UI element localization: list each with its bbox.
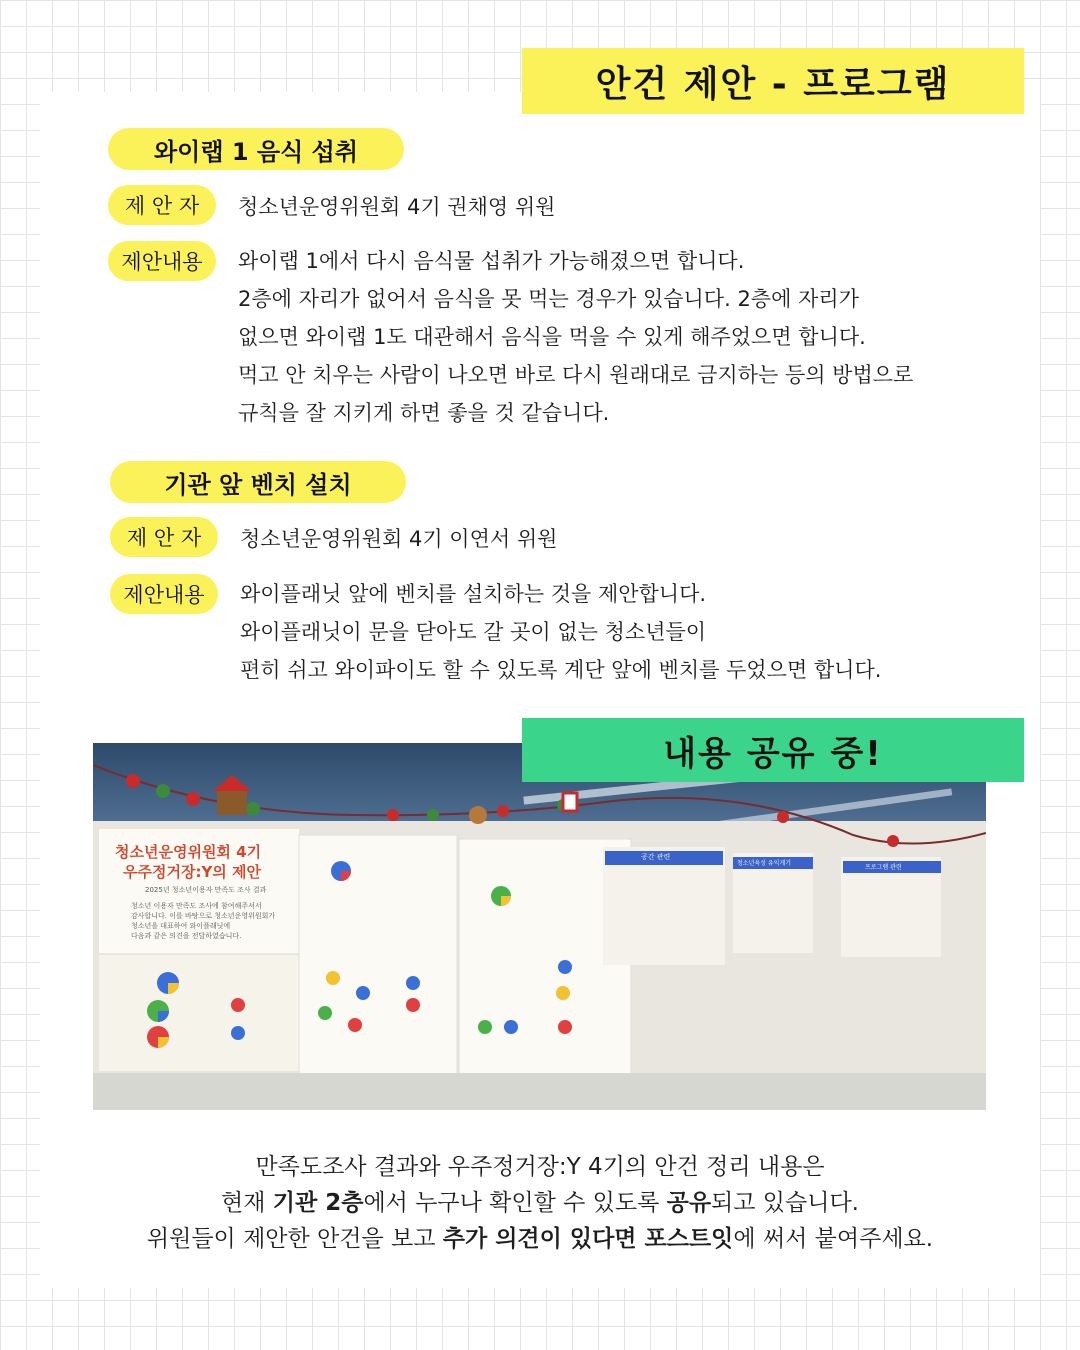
content-line: 없으면 와이랩 1도 대관해서 음식을 먹을 수 있게 해주었으면 합니다.	[238, 325, 866, 349]
board-subtitle: 2025년 청소년이용자 만족도 조사 결과	[145, 886, 267, 894]
proposer-name: 청소년운영위원회 4기 권채영 위원	[238, 195, 556, 219]
footer-text: 에 써서 붙여주세요.	[733, 1226, 934, 1252]
footer-text: 되고 있습니다.	[711, 1190, 859, 1216]
board-body-line: 감사합니다. 이를 바탕으로 청소년운영위원회가	[131, 912, 276, 920]
footer-line3	[0, 1220, 1080, 1253]
content-line: 와이플래닛 앞에 벤치를 설치하는 것을 제안합니다.	[240, 582, 707, 606]
bulletin-board-photo	[93, 743, 986, 1110]
footer-line1: 만족도조사 결과와 우주정거장:Y 4기의 안건 정리 내용은	[255, 1154, 825, 1180]
card-header: 청소년육성 유익게기	[737, 860, 792, 867]
footer-text: 현재	[221, 1190, 273, 1216]
content-line: 먹고 안 치우는 사람이 나오면 바로 다시 원래대로 금지하는 등의 방법으로	[238, 363, 914, 387]
proposer-name: 청소년운영위원회 4기 이연서 위원	[240, 527, 558, 551]
board-body-line: 청소년을 대표하여 와이플래닛에	[131, 922, 231, 930]
board-title-line1: 청소년운영위원회 4기	[115, 843, 262, 861]
content-line: 규칙을 잘 지키게 하면 좋을 것 같습니다.	[238, 401, 610, 425]
section-title-food: 와이랩 1 음식 섭취	[108, 128, 404, 170]
footer-highlight: 추가 의견이 있다면 포스트잇	[442, 1226, 734, 1252]
page-title-banner: 안건 제안 - 프로그램	[522, 48, 1024, 114]
section-title-bench: 기관 앞 벤치 설치	[110, 461, 406, 503]
content-line: 편히 쉬고 와이파이도 할 수 있도록 계단 앞에 벤치를 두었으면 합니다.	[240, 658, 882, 682]
footer-highlight: 기관 2층	[272, 1190, 364, 1216]
card-header: 프로그램 관련	[865, 864, 902, 871]
content-label: 제안내용	[110, 574, 218, 614]
proposer-label: 제 안 자	[108, 185, 216, 225]
board-body-line: 다음과 같은 의견을 전달하였습니다.	[131, 932, 242, 940]
content-line: 와이랩 1에서 다시 음식물 섭취가 가능해졌으면 합니다.	[238, 249, 745, 273]
content-line: 와이플래닛이 문을 닫아도 갈 곳이 없는 청소년들이	[240, 620, 707, 644]
board-title-line2: 우주정거장:Y의 제안	[123, 863, 262, 881]
content-label: 제안내용	[108, 241, 216, 281]
sharing-banner: 내용 공유 중!	[522, 718, 1024, 782]
proposer-label: 제 안 자	[110, 517, 218, 557]
footer-line2	[0, 1184, 1080, 1217]
card-header: 공간 관련	[641, 853, 671, 861]
board-body-line: 청소년 이용자 만족도 조사에 참여해주셔서	[131, 902, 262, 910]
content-line: 2층에 자리가 없어서 음식을 못 먹는 경우가 있습니다. 2층에 자리가	[238, 287, 859, 311]
footer-highlight: 공유	[666, 1190, 712, 1216]
footer-text: 위원들이 제안한 안건을 보고	[146, 1226, 443, 1252]
footer-text: 에서 누구나 확인할 수 있도록	[363, 1190, 667, 1216]
